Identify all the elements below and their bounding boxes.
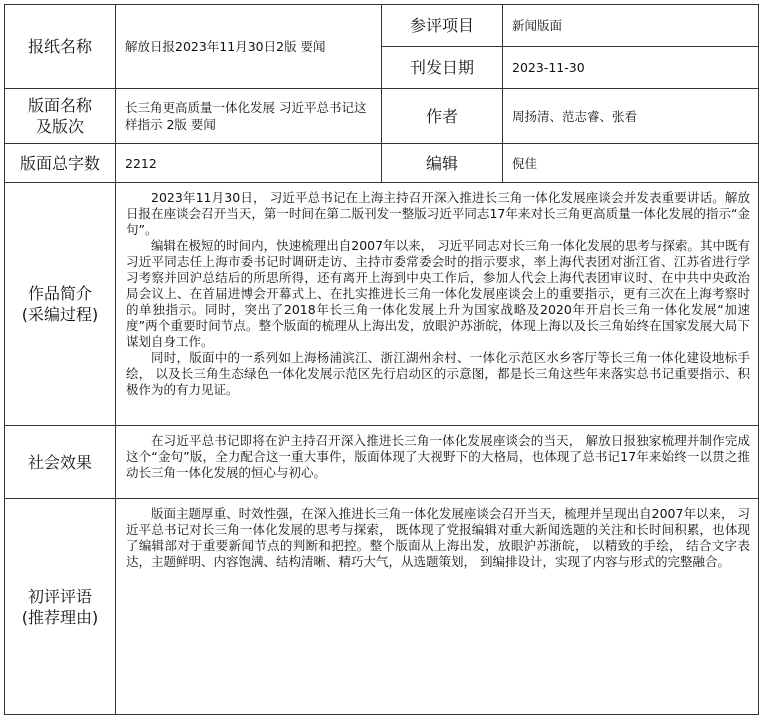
category-label-cell [382, 5, 503, 47]
category-value: 新闻版面 [512, 18, 563, 33]
impact-paragraph: 在习近平总书记即将在沪主持召开深入推进长三角一体化发展座谈会的当天， 解放日报独家梳理并制作完成这个“金句”版，全力配合这一重大事件，版面体现了大视野下的大格局，也体现了总书记17年来始终一以贯之推动长三角一体化发展的恒心与初心。 [126, 433, 750, 480]
newspaper-row-top [5, 5, 759, 47]
intro-body-cell [116, 183, 759, 426]
wordcount-label: 版面总字数 [19, 153, 100, 173]
editor-label: 编辑 [425, 153, 458, 173]
wordcount-row [5, 144, 759, 183]
award-form-table [4, 4, 759, 715]
intro-paragraph: 2023年11月30日， 习近平总书记在上海主持召开深入推进长三角一体化发展座谈会并发表重要讲话。解放日报在座谈会召开当天，第一时间在第二版刊发一整版习近平同志17年来对长三角更高质量一体化发展的指示“金句”。 [126, 190, 750, 237]
category-label: 参评项目 [409, 16, 474, 35]
review-paragraph: 版面主题厚重、时效性强，在深入推进长三角一体化发展座谈会召开当天，梳理并呈现出自2007年以来， 习近平总书记对长三角一体化发展的思考与探索， 既体现了党报编辑对重大新闻选题的关注和长时间积累，也体现了编辑部对于重要新闻节点的判断和把控。整个版面从上海出发，放眼沪苏浙皖， 以精致的手绘， 结合文字表达，主题鲜明、内容饱满、结构清晰、精巧大气，从选题策划， 到编排设计，实现了内容与形式的完整融合。 [126, 506, 750, 569]
impact-row [5, 426, 759, 499]
review-label-cell [5, 499, 116, 715]
wordcount-label-cell [5, 144, 116, 183]
wordcount-value-cell [116, 144, 382, 183]
intro-paragraph: 同时，版面中的一系列如上海杨浦滨江、浙江湖州余村、一体化示范区水乡客厅等长三角一体化建设地标手绘， 以及长三角生态绿色一体化发展示范区先行启动区的示意图，都是长三角这些年来落实总书记重要指示、积极作为的有力见证。 [126, 350, 750, 397]
page-label-cell [5, 89, 116, 144]
author-value: 周扬清、范志睿、张看 [512, 108, 638, 124]
date-label: 刊发日期 [409, 58, 474, 77]
newspaper-value-cell [116, 5, 382, 89]
review-row [5, 499, 759, 715]
review-body-cell [116, 499, 759, 715]
impact-label-cell [5, 426, 116, 499]
editor-label-cell [382, 144, 503, 183]
author-label: 作者 [425, 106, 458, 126]
intro-paragraph: 编辑在极短的时间内，快速梳理出自2007年以来， 习近平同志对长三角一体化发展的思考与探索。其中既有习近平同志任上海市委书记时调研走访、主持市委常委会时的指示要求，率上海代表团对浙江省、江苏省进行学习考察并回沪总结后的所思所得，还有离开上海到中央工作后，参加人代会上海代表团审议时、在中共中央政治局会议上、在首届进博会开幕式上、在扎实推进长三角一体化发展座谈会上的重要指示，更有三次在上海考察时的单独指示。同时，突出了2018年长三角一体化发展上升为国家战略及2020年开启长三角一体化发展“加速度”两个重要时间节点。整个版面的梳理从上海出发，放眼沪苏浙皖，体现上海以及长三角始终在国家发展大局下谋划自身工作。 [126, 238, 750, 349]
editor-value: 倪佳 [512, 155, 538, 171]
page-label-line2: 及版次 [35, 117, 84, 136]
intro-row [5, 183, 759, 426]
category-value-cell [503, 5, 759, 47]
date-value: 2023-11-30 [512, 60, 585, 75]
intro-label-line1: 作品简介 [27, 284, 92, 303]
impact-label: 社会效果 [27, 452, 92, 472]
review-label-line1: 初评评语 [27, 586, 92, 606]
date-label-cell [382, 47, 503, 89]
review-label-line2: (推荐理由) [21, 607, 99, 627]
newspaper-label: 报纸名称 [27, 37, 92, 56]
author-value-cell [503, 89, 759, 144]
intro-label-cell [5, 183, 116, 426]
page-value: 长三角更高质量一体化发展 习近平总书记这样指示 2版 要闻 [125, 100, 367, 132]
impact-body-cell [116, 426, 759, 499]
newspaper-value: 解放日报2023年11月30日2版 要闻 [125, 39, 326, 54]
page-row [5, 89, 759, 144]
newspaper-label-cell [5, 5, 116, 89]
wordcount-value: 2212 [125, 155, 157, 171]
author-label-cell [382, 89, 503, 144]
page-label-line1: 版面名称 [27, 96, 92, 115]
page-value-cell [116, 89, 382, 144]
editor-value-cell [503, 144, 759, 183]
date-value-cell [503, 47, 759, 89]
intro-label-line2: (采编过程) [21, 305, 99, 324]
